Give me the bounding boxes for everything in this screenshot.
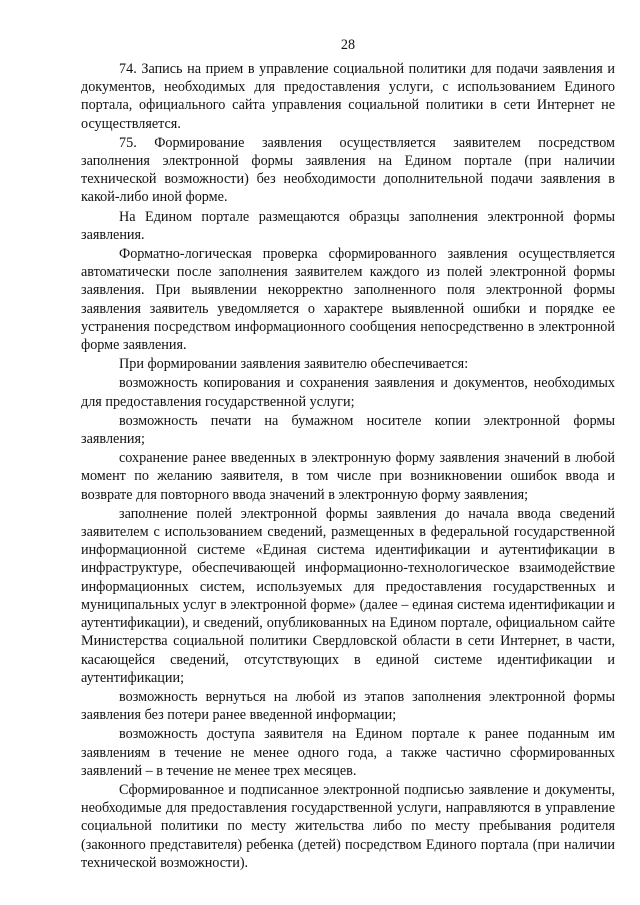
page-number: 28 xyxy=(340,37,356,53)
list-item-copy-save: возможность копирования и сохранения заявления и документов, необходимых для предоставления государственной услуги; xyxy=(81,375,615,410)
list-item-access-history: возможность доступа заявителя на Едином портале к ранее поданным им заявлениям в течение не менее одного года, а также частично сформированных заявлений – в течение не менее трех месяцев. xyxy=(81,726,615,779)
paragraph-provided-intro: При формировании заявления заявителю обеспечивается: xyxy=(119,356,469,373)
paragraph-format-check: Форматно-логическая проверка сформированного заявления осуществляется автоматически после заполнения заявителем каждого из полей электронной формы заявления. При выявлении некорректно заполненного поля электронной формы заявления заявитель уведомляется о характере выявленной ошибки и порядке ее устранения посредством информационного сообщения непосредственно в электронной форме заявления. xyxy=(81,246,615,354)
paragraph-samples: На Едином портале размещаются образцы заполнения электронной формы заявления. xyxy=(81,208,615,243)
paragraph-75: 75. Формирование заявления осуществляется заявителем посредством заполнения электронной формы заявления на Едином портале (при наличии технической возможности) без необходимости дополнительной подачи заявления в какой-либо иной форме. xyxy=(81,134,615,206)
list-item-return-step: возможность вернуться на любой из этапов заполнения электронной формы заявления без потери ранее введенной информации; xyxy=(81,688,615,724)
list-item-autofill: заполнение полей электронной формы заявления до начала ввода сведений заявителем с использованием сведений, размещенных в федеральной государственной информационной системе «Единая система идентификации и аутентификации в инфраструктуре, обеспечивающей информационно-технологическое взаимодействие информационных систем, используемых для предоставления государственных и муниципальных услуг в электронной форме» (далее – единая система идентификации и аутентификации), и сведений, опубликованных на Едином портале, официальном сайте Министерства социальной политики Свердловской области в сети Интернет, в части, касающейся сведений, отсутствующих в единой системе идентификации и аутентификации; xyxy=(81,505,615,686)
document-page xyxy=(81,36,615,872)
list-item-save-values: сохранение ранее введенных в электронную форму заявления значений в любой момент по желанию заявителя, в том числе при возникновении ошибок ввода и возврате для повторного ввода значений в электронную форму заявления; xyxy=(81,450,615,503)
list-item-print: возможность печати на бумажном носителе копии электронной формы заявления; xyxy=(81,412,615,448)
paragraph-submission: Сформированное и подписанное электронной подписью заявление и документы, необходимые для предоставления государственной услуги, направляются в управление социальной политики по месту жительства либо по месту пребывания родителя (законного представителя) ребенка (детей) посредством Единого портала (при наличии технической возможности). xyxy=(81,781,615,871)
paragraph-74: 74. Запись на прием в управление социальной политики для подачи заявления и документов, необходимых для предоставления услуги, с использованием Единого портала, официального сайта управления социальной политики в сети Интернет не осуществляется. xyxy=(81,61,615,132)
